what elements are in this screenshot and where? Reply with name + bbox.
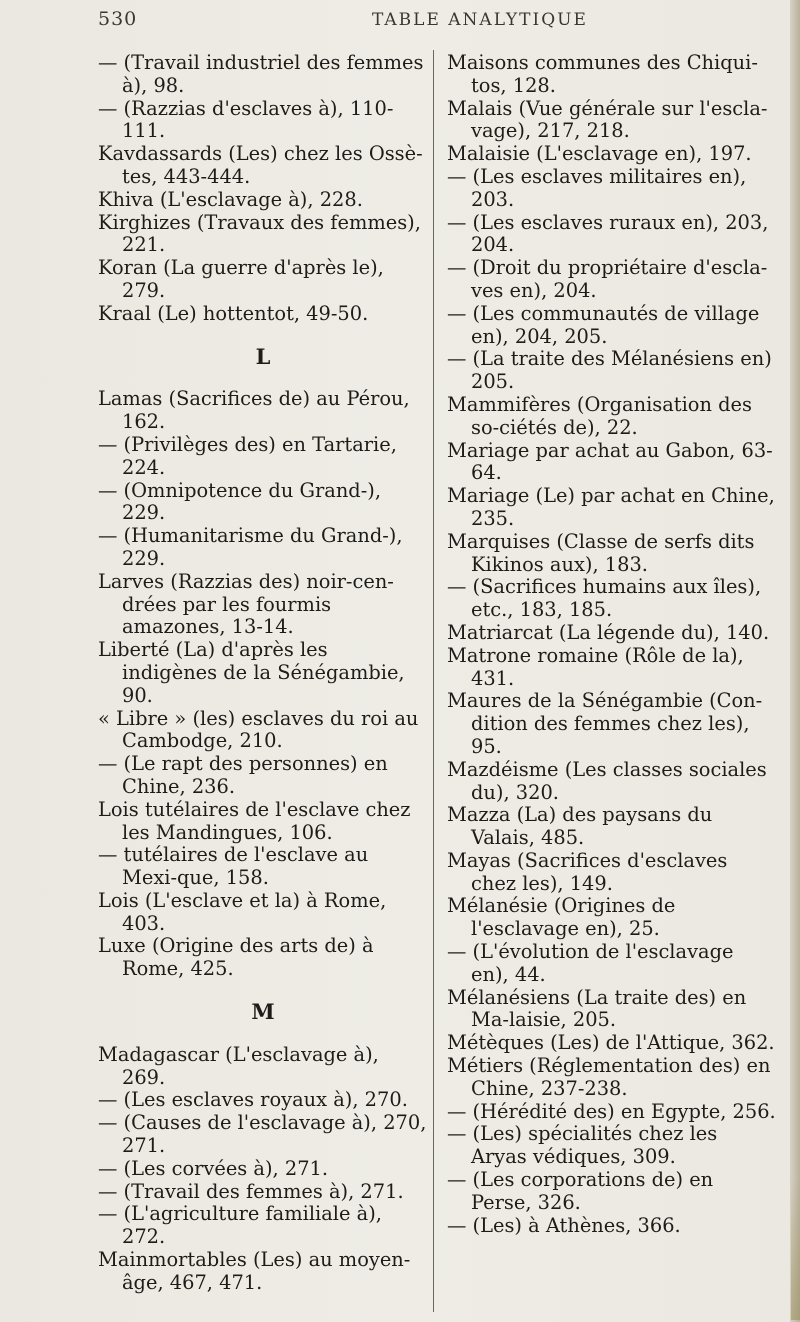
index-entry: Métèques (Les) de l'Attique, 362. bbox=[447, 1031, 775, 1055]
index-entry: Mayas (Sacrifices d'esclaves chez les), 149. bbox=[447, 848, 728, 895]
right-column bbox=[447, 52, 777, 1237]
index-entry: — (Les communautés de village en), 204, 205. bbox=[447, 301, 760, 348]
index-entry: Mélanésie (Origines de l'esclavage en), 25. bbox=[447, 894, 676, 941]
index-entry: Matriarcat (La légende du), 140. bbox=[447, 620, 770, 644]
index-entry: Kraal (Le) hottentot, 49-50. bbox=[98, 301, 369, 325]
index-entry: Lamas (Sacrifices de) au Pérou, 162. bbox=[98, 387, 410, 434]
index-entry: — (Le rapt des personnes) en Chine, 236. bbox=[98, 752, 388, 798]
index-entry: — (Privilèges des) en Tartarie, 224. bbox=[98, 432, 397, 479]
index-entry: Liberté (La) d'après les indigènes de la Sénégambie, 90. bbox=[98, 638, 405, 707]
index-entry: Mélanésiens (La traite des) en Ma-laisie, 205. bbox=[447, 985, 747, 1032]
page-header bbox=[0, 8, 800, 38]
index-entry: Mainmortables (Les) au moyen-âge, 467, 471. bbox=[98, 1248, 411, 1294]
running-title: TABLE ANALYTIQUE bbox=[372, 10, 588, 30]
index-entry: Mariage par achat au Gabon, 63-64. bbox=[447, 438, 773, 485]
index-entry: — (Sacrifices humains aux îles), etc., 183, 185. bbox=[447, 575, 762, 622]
section-letter-m: M bbox=[251, 999, 275, 1025]
index-entry: Marquises (Classe de serfs dits Kikinos aux), 183. bbox=[447, 529, 755, 576]
index-entry: Luxe (Origine des arts de) à Rome, 425. bbox=[98, 934, 374, 981]
index-entry: — (Travail industriel des femmes à), 98. bbox=[98, 51, 424, 97]
index-entry: — (Les esclaves militaires en), 203. bbox=[447, 164, 747, 211]
index-entry: Matrone romaine (Rôle de la), 431. bbox=[447, 643, 744, 690]
index-entry: — (Omnipotence du Grand-), 229. bbox=[98, 478, 382, 525]
index-entry: — (Hérédité des) en Egypte, 256. bbox=[447, 1099, 776, 1123]
index-entry: — (La traite des Mélanésiens en) 205. bbox=[447, 347, 772, 394]
page-number: 530 bbox=[98, 8, 138, 30]
index-entry: — (Les esclaves ruraux en), 203, 204. bbox=[447, 210, 769, 257]
index-entry: — (Travail des femmes à), 271. bbox=[98, 1179, 404, 1203]
index-entry: Métiers (Réglementation des) en Chine, 237-238. bbox=[447, 1054, 771, 1100]
index-entry: Malais (Vue générale sur l'escla-vage), 217, 218. bbox=[447, 96, 768, 143]
section-letter-l: L bbox=[255, 343, 271, 369]
index-entry: — (Droit du propriétaire d'escla-ves en), 204. bbox=[447, 256, 768, 302]
index-entry: — (Les corvées à), 271. bbox=[98, 1156, 329, 1180]
index-entry: — (Les corporations de) en Perse, 326. bbox=[447, 1168, 714, 1214]
index-entry: Mariage (Le) par achat en Chine, 235. bbox=[447, 484, 775, 530]
index-entry: « Libre » (les) esclaves du roi au Cambodge, 210. bbox=[98, 706, 419, 753]
index-entry: — (L'agriculture familiale à), 272. bbox=[98, 1202, 382, 1249]
left-column bbox=[98, 52, 428, 1295]
index-entry: — (L'évolution de l'esclavage en), 44. bbox=[447, 940, 734, 986]
index-entry: Madagascar (L'esclavage à), 269. bbox=[98, 1042, 379, 1089]
index-entry: Larves (Razzias des) noir-cen-drées par les fourmis amazones, 13-14. bbox=[98, 569, 394, 639]
index-entry: — (Razzias d'esclaves à), 110-111. bbox=[98, 96, 394, 143]
index-entry: Khiva (L'esclavage à), 228. bbox=[98, 187, 363, 211]
index-entry: Lois (L'esclave et la) à Rome, 403. bbox=[98, 888, 387, 935]
index-entry: — (Les esclaves royaux à), 270. bbox=[98, 1088, 408, 1112]
index-entry: — (Humanitarisme du Grand-), 229. bbox=[98, 524, 403, 570]
page-edge-stain bbox=[791, 1180, 800, 1320]
index-entry: Mazdéisme (Les classes sociales du), 320. bbox=[447, 757, 767, 804]
index-entry: Maisons communes des Chiqui-tos, 128. bbox=[447, 51, 758, 97]
index-entry: — (Causes de l'esclavage à), 270, 271. bbox=[98, 1111, 427, 1158]
column-divider bbox=[433, 50, 434, 1312]
index-entry: Malaisie (L'esclavage en), 197. bbox=[447, 142, 752, 166]
index-entry: Mazza (La) des paysans du Valais, 485. bbox=[447, 803, 713, 850]
index-entry: Mammifères (Organisation des so-ciétés de), 22. bbox=[447, 392, 752, 439]
page-edge bbox=[790, 0, 800, 1322]
index-entry: Kirghizes (Travaux des femmes), 221. bbox=[98, 210, 421, 257]
index-entry: — tutélaires de l'esclave au Mexi-que, 158. bbox=[98, 843, 369, 890]
index-entry: Maures de la Sénégambie (Con-dition des femmes chez les), 95. bbox=[447, 689, 763, 758]
index-entry: Lois tutélaires de l'esclave chez les Mandingues, 106. bbox=[98, 797, 411, 844]
index-entry: — (Les) à Athènes, 366. bbox=[447, 1213, 681, 1237]
index-entry: — (Les) spécialités chez les Aryas védiques, 309. bbox=[447, 1122, 718, 1169]
index-entry: Koran (La guerre d'après le), 279. bbox=[98, 256, 384, 302]
index-entry: Kavdassards (Les) chez les Ossè-tes, 443-444. bbox=[98, 142, 423, 188]
